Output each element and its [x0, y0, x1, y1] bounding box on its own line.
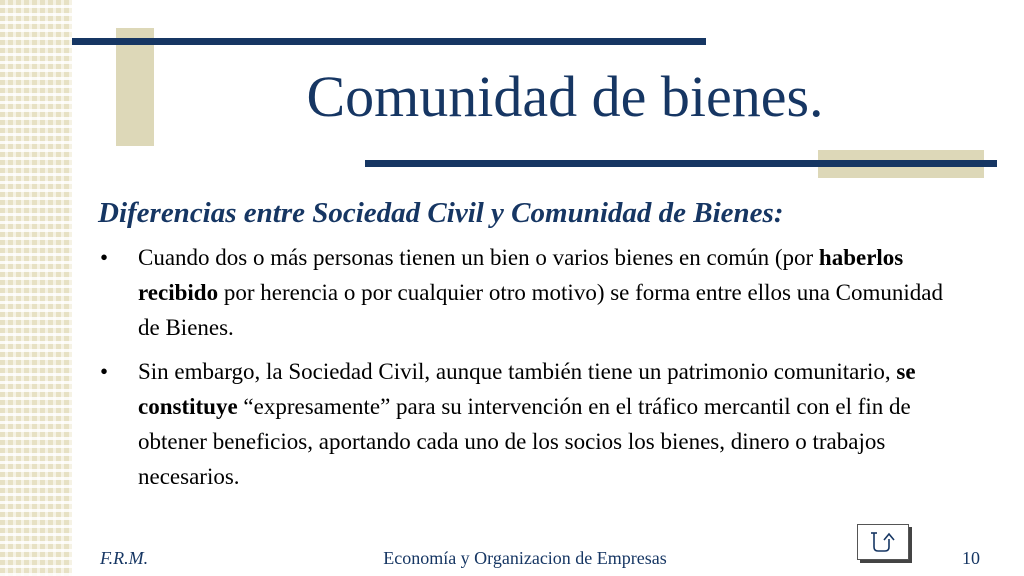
- accent-block: [116, 28, 154, 146]
- bullet-list: [98, 240, 968, 503]
- footer-course: Economía y Organizacion de Empresas: [383, 548, 667, 568]
- bullet-text: Cuando dos o más personas tienen un bien o varios bienes en común (por: [138, 245, 819, 270]
- bullet-emphasis: se constituye: [138, 359, 916, 419]
- bullet-text: Sin embargo, la Sociedad Civil, aunque también tiene un patrimonio comunitario,: [138, 359, 897, 384]
- bullet-item: [98, 354, 968, 494]
- footer-author: F.R.M.: [100, 548, 149, 568]
- return-button[interactable]: [857, 524, 909, 560]
- title-rule-top: [72, 38, 706, 45]
- bullet-marker: •: [100, 359, 109, 384]
- return-arrow-icon: [868, 530, 898, 554]
- bullet-item: [98, 240, 968, 345]
- slide-number: 10: [962, 548, 980, 568]
- bullet-marker: •: [100, 245, 109, 270]
- slide-subtitle: Diferencias entre Sociedad Civil y Comunidad de Bienes:: [98, 197, 784, 229]
- bullet-emphasis: haberlos recibido: [138, 245, 904, 305]
- title-rule-bottom: [365, 160, 997, 167]
- decorative-stripe: [0, 0, 72, 576]
- bullet-text: por herencia o por cualquier otro motivo) se forma entre ellos una Comunidad de Bienes.: [138, 280, 943, 340]
- bullet-text: “expresamente” para su intervención en el tráfico mercantil con el fin de obtener beneficios, aportando cada uno de los socios los bienes, dinero o trabajos necesarios.: [138, 394, 911, 489]
- slide-title: Comunidad de bienes.: [306, 64, 824, 129]
